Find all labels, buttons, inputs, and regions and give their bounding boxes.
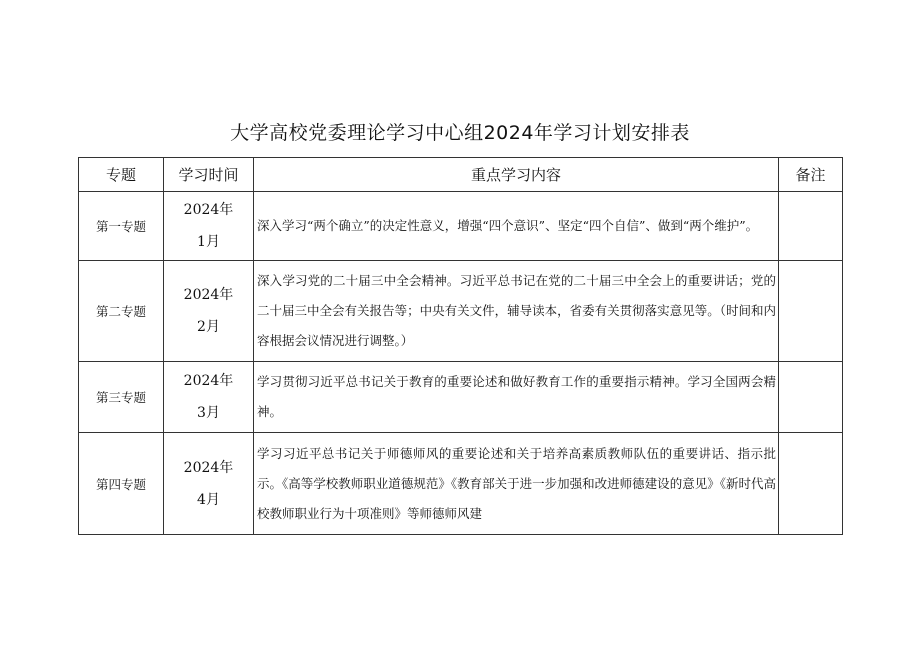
year-text: 2024年	[183, 373, 234, 389]
year-text: 2024年	[183, 287, 234, 303]
header-content: 重点学习内容	[254, 158, 779, 192]
header-note: 备注	[779, 158, 843, 192]
time-cell	[164, 261, 254, 362]
topic-cell: 第一专题	[79, 192, 164, 261]
table-row	[79, 362, 843, 433]
month-text: 3月	[197, 405, 220, 421]
topic-cell: 第三专题	[79, 362, 164, 433]
month-text: 1月	[197, 234, 220, 250]
time-cell	[164, 192, 254, 261]
note-cell	[779, 433, 843, 535]
year-text: 2024年	[183, 459, 234, 476]
time-cell	[164, 433, 254, 535]
note-cell	[779, 192, 843, 261]
table-row	[79, 261, 843, 362]
study-plan-table	[78, 157, 843, 535]
note-cell	[779, 362, 843, 433]
page-title: 大学高校党委理论学习中心组2024年学习计划安排表	[230, 122, 690, 144]
month-text: 4月	[197, 491, 220, 508]
header-topic: 专题	[79, 158, 164, 192]
table-row	[79, 433, 843, 535]
content-cell: 学习习近平总书记关于师德师风的重要论述和关于培养高素质教师队伍的重要讲话、指示批示。《高等学校教师职业道德规范》《教育部关于进一步加强和改进师德建设的意见》《新时代高校教师职业行为十项准则》等师德师风建	[254, 433, 779, 535]
table-row	[79, 192, 843, 261]
content-cell: 学习贯彻习近平总书记关于教育的重要论述和做好教育工作的重要指示精神。学习全国两会精神。	[254, 362, 779, 433]
topic-cell: 第二专题	[79, 261, 164, 362]
note-cell	[779, 261, 843, 362]
time-cell	[164, 362, 254, 433]
month-text: 2月	[197, 319, 220, 335]
header-time: 学习时间	[164, 158, 254, 192]
content-cell: 深入学习党的二十届三中全会精神。习近平总书记在党的二十届三中全会上的重要讲话；党的二十届三中全会有关报告等；中央有关文件，辅导读本，省委有关贯彻落实意见等。（时间和内容根据会议情况进行调整。）	[254, 261, 779, 362]
table-header-row	[79, 158, 843, 192]
content-cell: 深入学习“两个确立”的决定性意义，增强“四个意识”、坚定“四个自信”、做到“两个维护”。	[254, 192, 779, 261]
year-text: 2024年	[183, 202, 234, 218]
topic-cell: 第四专题	[79, 433, 164, 535]
